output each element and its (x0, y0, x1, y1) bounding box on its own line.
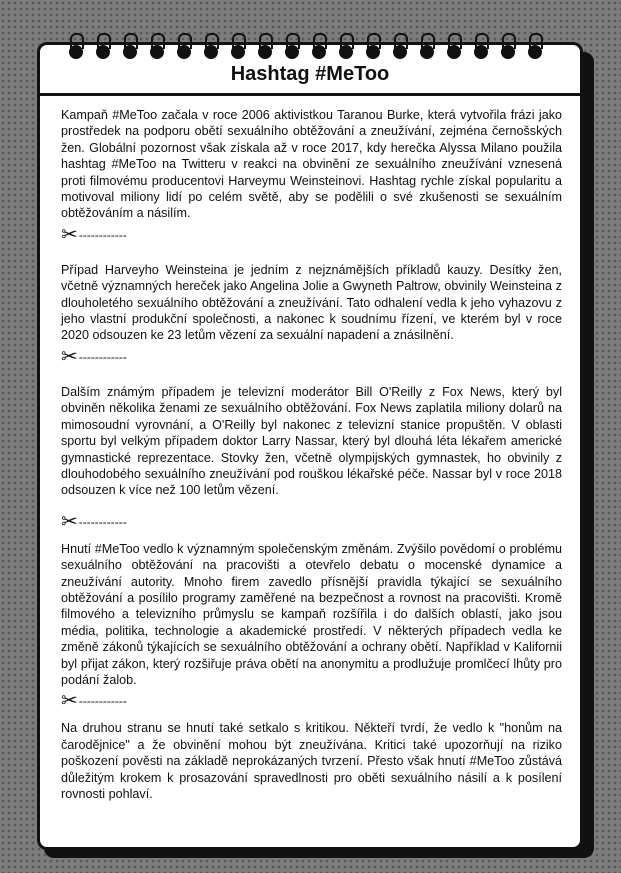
separator-dashes: ------------ (78, 227, 127, 242)
binding-ring-icon (259, 33, 271, 59)
binding-ring-icon (475, 33, 487, 59)
binding-ring-icon (367, 33, 379, 59)
binding-ring-icon (448, 33, 460, 59)
spiral-binding (40, 33, 580, 63)
article-body (61, 107, 562, 802)
binding-ring-icon (97, 33, 109, 59)
paragraph-origin: Kampaň #MeToo začala v roce 2006 aktivistkou Taranou Burke, která vytvořila frázi jako prostředek na podporu obětí sexuálního obtěžování a zneužívání, zejména černošských žen. Globální pozornost však získala až v roce 2017, kdy herečka Alyssa Milano použila hashtag #MeToo na Twitteru v reakci na obvinění ze sexuálního zneužívání vznesená proti filmovému producentovi Harveymu Weinsteinovi. Hashtag rychle získal popularitu a motivoval miliony lidí po celém světě, aby se podělili o své zkušenosti se sexuálním obtěžováním a násilím. (61, 108, 562, 221)
binding-ring-icon (178, 33, 190, 59)
binding-ring-icon (313, 33, 325, 59)
cut-separator (61, 224, 562, 246)
binding-ring-icon (205, 33, 217, 59)
scissors-icon: ✂ (61, 223, 78, 246)
paragraph-oreilly-nassar: Dalším známým případem je televizní moderátor Bill O'Reilly z Fox News, který byl obviněn několika ženami ze sexuálního obtěžování. Fox News zaplatila miliony dolarů na mimosoudní vyrovnání, a O'Reilly byl nakonec z televizní stanice propuštěn. V oblasti sportu byl velkým případem doktor Larry Nassar, který byl dlouhá léta lékařem americké gymnastické reprezentace. Stovky žen, včetně olympijských gymnastek, ho obvinily z dlouhodobého sexuálního zneužívání pod rouškou lékařské péče. Nassar byl v roce 2018 odsouzen k více než 100 letům vězení. (61, 384, 562, 498)
cut-separator (61, 690, 562, 712)
binding-ring-icon (529, 33, 541, 59)
binding-ring-icon (151, 33, 163, 59)
scissors-icon: ✂ (61, 510, 78, 533)
notebook-page (37, 42, 583, 850)
paragraph-weinstein: Případ Harveyho Weinsteina je jedním z nejznámějších příkladů kauzy. Desítky žen, včetně významných hereček jako Angelina Jolie a Gwyneth Paltrow, obvinily Weinsteina z dlouholetého sexuálního obtěžování a zneužívání. Tato odhalení vedla k jeho vyhazovu z jeho vlastní produkční společnosti, a nakonec k soudnímu řízení, ve kterém byl v roce 2020 odsouzen ke 23 letům vězení za sexuální napadení a znásilnění. (61, 262, 562, 343)
paragraph-impact: Hnutí #MeToo vedlo k významným společenským změnám. Zvýšilo povědomí o problému sexuálního obtěžování na pracovišti a otevřelo debatu o mocenské dynamice a zneužívání autority. Mnoho firem zavedlo přísnější pravidla týkající se sexuálního obtěžování a posílilo programy zaměřené na bezpečnost a rovnost na pracovišti. Kromě filmového a televizního průmyslu se kampaň rozšířila i do dalších oblastí, jako jsou média, politika, technologie a akademické prostředí. V některých případech vedla ke změně zákonů týkajících se sexuálního obtěžování a ochrany obětí. Například v Kalifornii byl přijat zákon, který rozšiřuje práva obětí na anonymitu a prodlužuje promlčecí lhůty pro podání žalob. (61, 541, 562, 687)
binding-ring-icon (70, 33, 82, 59)
scissors-icon: ✂ (61, 690, 78, 713)
binding-ring-icon (502, 33, 514, 59)
binding-ring-icon (232, 33, 244, 59)
binding-ring-icon (394, 33, 406, 59)
cut-separator (61, 511, 562, 533)
cut-separator (61, 346, 562, 368)
separator-dashes: ------------ (78, 514, 127, 529)
binding-ring-icon (421, 33, 433, 59)
binding-ring-icon (340, 33, 352, 59)
paragraph-criticism: Na druhou stranu se hnutí také setkalo s kritikou. Někteří tvrdí, že vedlo k "honům na čarodějnice" a že obvinění mohou být zneužívána. Kritici také upozorňují na riziko poškození pověsti na základě neprokázaných tvrzení. Přesto však hnutí #MeToo zůstává důležitým krokem k prosazování spravedlnosti pro oběti sexuálního násilí a k posílení rovnosti pohlaví. (61, 721, 562, 801)
page-title: Hashtag #MeToo (230, 63, 390, 85)
binding-ring-icon (286, 33, 298, 59)
title-divider (40, 93, 580, 96)
separator-dashes: ------------ (78, 694, 127, 709)
binding-ring-icon (124, 33, 136, 59)
scissors-icon: ✂ (61, 345, 78, 368)
separator-dashes: ------------ (78, 349, 127, 364)
